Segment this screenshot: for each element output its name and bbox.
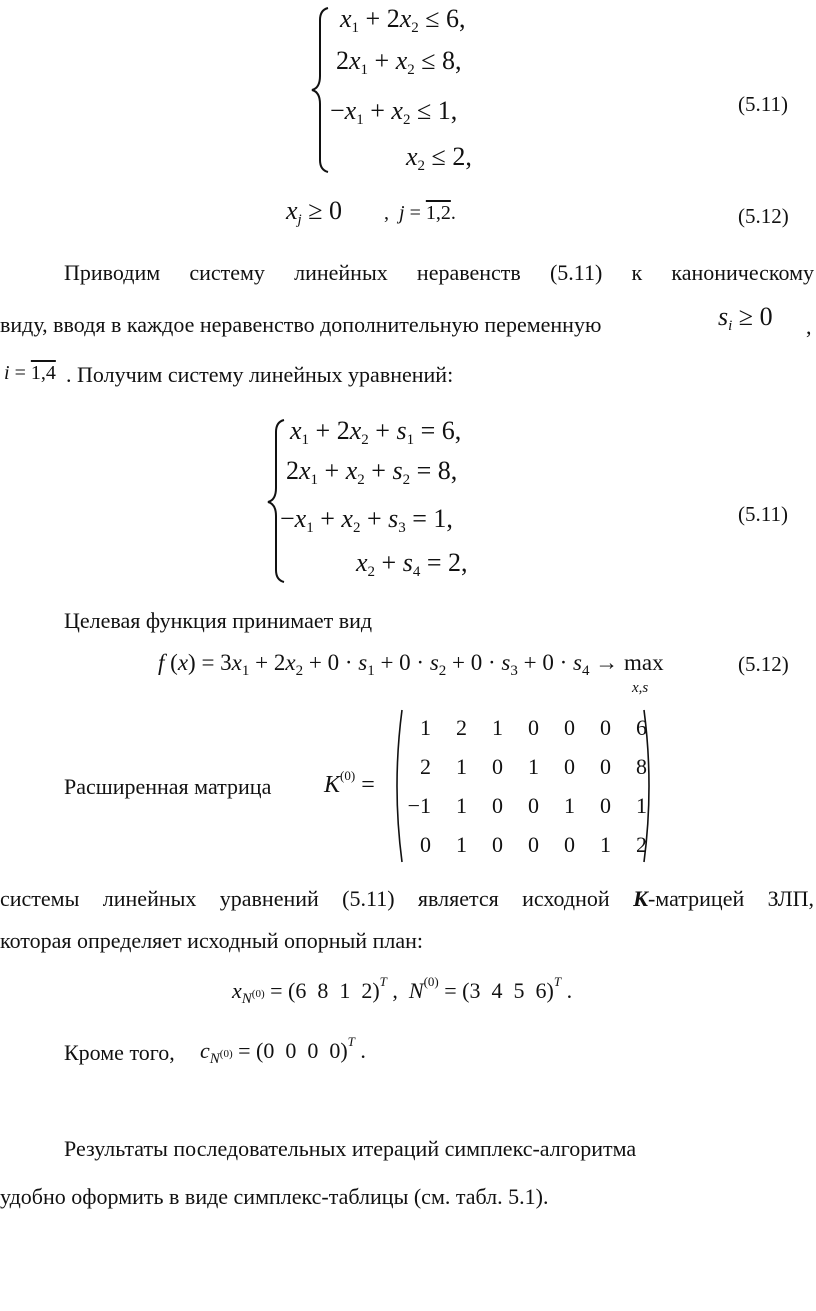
- objective-function: f $(x) = 3x_1 + 2x_2 + 0 \cdot s_1 + 0 \cdot s_2 + 0 \cdot s_3 + 0 \cdot s_4 \to \max$: [158, 650, 664, 679]
- paragraph-line: удобно оформить в виде симплекс-таблицы (см. табл. 5.1).: [0, 1184, 549, 1209]
- left-brace: [308, 6, 334, 174]
- equation-row-3: $-x_1 + x_2 + s_3 = 1$,: [280, 504, 453, 536]
- matrix-row: 0 1 0 0 0 1 2: [420, 831, 647, 857]
- equation-label: (5.11): [738, 92, 788, 116]
- equation-label: (5.11): [738, 502, 788, 526]
- paragraph-line: которая определяет исходный опорный план:: [0, 928, 423, 953]
- comma: ,: [806, 314, 812, 339]
- paragraph-line: Целевая функция принимает вид: [64, 608, 373, 633]
- inequality-row-2: $2x_1 + x_2 \le 8$,: [336, 46, 462, 78]
- paragraph-line: Кроме того,: [64, 1040, 175, 1065]
- paragraph-line: . Получим систему линейных уравнений:: [66, 362, 454, 387]
- inequality-row-1: $x_1 + 2x_2 \le 6$,: [340, 4, 466, 36]
- equation-label: (5.12): [738, 652, 789, 676]
- paragraph-line: Приводим систему линейных неравенств (5.11) к каноническому: [64, 260, 814, 285]
- index-range: , j = 1,2.: [384, 202, 456, 224]
- matrix-caption: Расширенная матрица: [64, 774, 272, 799]
- slack-variable-condition: $s_i \ge 0$: [718, 302, 773, 334]
- inequality-row-4: $x_2 \le 2$,: [406, 142, 472, 174]
- augmented-matrix: [400, 708, 652, 864]
- equation-row-1: $x_1 + 2x_2 + s_1 = 6$,: [290, 416, 462, 448]
- matrix-row: 2 1 0 1 0 0 8: [420, 753, 647, 779]
- nonnegativity-constraint: $x_j \ge 0$: [286, 196, 342, 228]
- max-subscript: x,s: [632, 680, 649, 696]
- matrix-row: −1 1 0 0 1 0 1: [407, 792, 647, 818]
- paragraph-line: системы линейных уравнений (5.11) является исходной К-матрицей ЗЛП,: [0, 886, 814, 911]
- matrix-row: 1 2 1 0 0 0 6: [420, 714, 647, 740]
- left-brace: [264, 418, 290, 584]
- equation-row-4: $x_2 + s_4 = 2$,: [356, 548, 468, 580]
- basic-cost-vector: $c_{N^{(0)}} = (0$ 0 0 0)$^T$ .: [200, 1034, 366, 1067]
- equation-label: (5.12): [738, 204, 789, 228]
- index-range: i = 1,4: [4, 362, 56, 384]
- paragraph-line: виду, вводя в каждое неравенство дополнительную переменную: [0, 312, 602, 337]
- matrix-name: $K^{(0)}$ =: [324, 768, 375, 798]
- inequality-row-3: $-x_1 + x_2 \le 1$,: [330, 96, 458, 128]
- initial-basic-plan: $x_{N^{(0)}} = (6$ 8 1 2)$^T$ , $N^{(0)} = (3$ 4 5 6)$^T$ .: [232, 974, 573, 1007]
- paragraph-line: Результаты последовательных итераций симплекс-алгоритма: [64, 1136, 637, 1161]
- equation-row-2: $2x_1 + x_2 + s_2 = 8$,: [286, 456, 458, 488]
